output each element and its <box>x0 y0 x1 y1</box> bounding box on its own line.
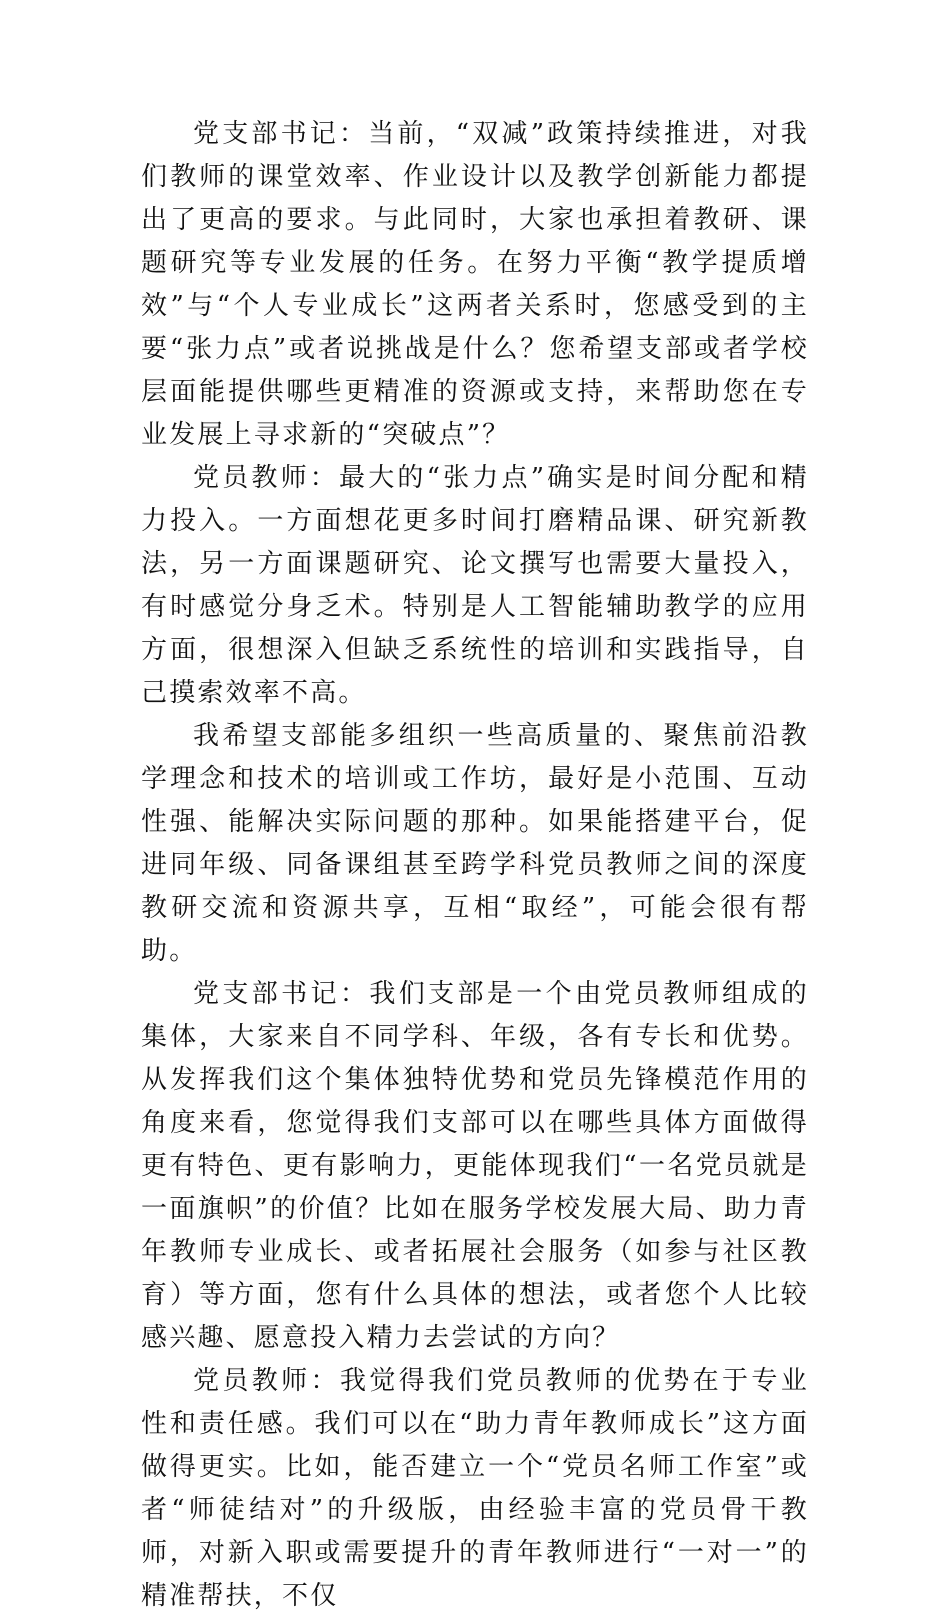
paragraph-secretary-question-1: 党支部书记：当前，“双减”政策持续推进，对我们教师的课堂效率、作业设计以及教学创新能力都提出了更高的要求。与此同时，大家也承担着教研、课题研究等专业发展的任务。在努力平衡“教学提质增效”与“个人专业成长”这两者关系时，您感受到的主要“张力点”或者说挑战是什么？您希望支部或者学校层面能提供哪些更精准的资源或支持，来帮助您在专业发展上寻求新的“突破点”？ <box>141 119 809 450</box>
paragraph-secretary-question-2: 党支部书记：我们支部是一个由党员教师组成的集体，大家来自不同学科、年级，各有专长和优势。从发挥我们这个集体独特优势和党员先锋模范作用的角度来看，您觉得我们支部可以在哪些具体方面做得更有特色、更有影响力，更能体现我们“一名党员就是一面旗帜”的价值？比如在服务学校发展大局、助力青年教师专业成长、或者拓展社会服务（如参与社区教育）等方面，您有什么具体的想法，或者您个人比较感兴趣、愿意投入精力去尝试的方向？ <box>141 979 809 1353</box>
paragraph-teacher-answer-1-continued: 我希望支部能多组织一些高质量的、聚焦前沿教学理念和技术的培训或工作坊，最好是小范围、互动性强、能解决实际问题的那种。如果能搭建平台，促进同年级、同备课组甚至跨学科党员教师之间的深度教研交流和资源共享，互相“取经”，可能会很有帮助。 <box>141 721 809 966</box>
paragraph-teacher-answer-2: 党员教师：我觉得我们党员教师的优势在于专业性和责任感。我们可以在“助力青年教师成长”这方面做得更实。比如，能否建立一个“党员名师工作室”或者“师徒结对”的升级版，由经验丰富的党员骨干教师，对新入职或需要提升的青年教师进行“一对一”的精准帮扶，不仅 <box>141 1366 809 1611</box>
document-body <box>141 113 809 1618</box>
paragraph-teacher-answer-1: 党员教师：最大的“张力点”确实是时间分配和精力投入。一方面想花更多时间打磨精品课、研究新教法，另一方面课题研究、论文撰写也需要大量投入，有时感觉分身乏术。特别是人工智能辅助教学的应用方面，很想深入但缺乏系统性的培训和实践指导，自己摸索效率不高。 <box>141 463 809 708</box>
